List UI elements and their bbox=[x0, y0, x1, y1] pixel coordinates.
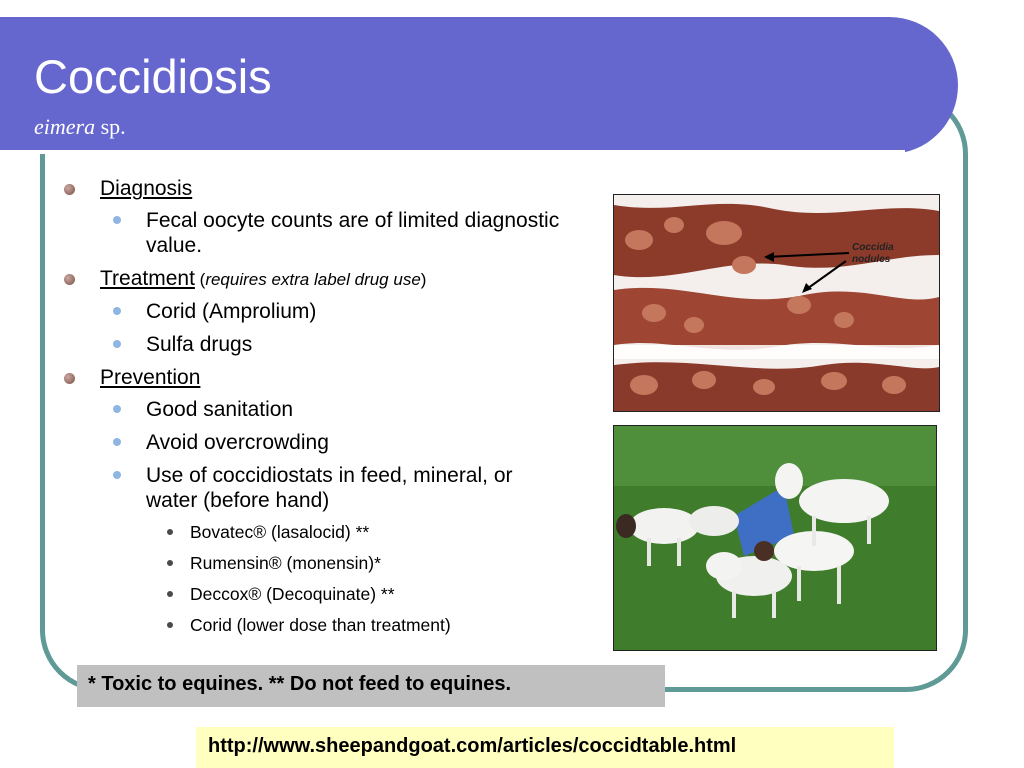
prevention-subitem bbox=[62, 614, 582, 636]
intestine-label-line2: nodules bbox=[852, 254, 891, 265]
bullet-icon bbox=[167, 591, 173, 597]
intestine-label-line1: Coccidia bbox=[852, 242, 894, 253]
treatment-item bbox=[62, 299, 582, 324]
prevention-subitem bbox=[62, 521, 582, 543]
bullet-icon bbox=[64, 373, 75, 384]
prevention-item bbox=[62, 430, 582, 455]
bullet-icon bbox=[113, 307, 121, 315]
bullet-icon bbox=[113, 340, 121, 348]
bullet-icon bbox=[64, 274, 75, 285]
treatment-item-text: Sulfa drugs bbox=[146, 333, 253, 356]
intestine-photo bbox=[613, 194, 940, 412]
bullet-icon bbox=[167, 560, 173, 566]
bullet-icon bbox=[167, 622, 173, 628]
bullet-icon bbox=[113, 216, 121, 224]
prevention-subitem bbox=[62, 583, 582, 605]
prevention-subitem-text: Rumensin® (monensin)* bbox=[190, 553, 381, 573]
diagnosis-heading: Diagnosis bbox=[100, 177, 193, 200]
prevention-item-text: Good sanitation bbox=[146, 398, 294, 421]
bullet-icon bbox=[113, 438, 121, 446]
bullet-diagnosis bbox=[62, 176, 582, 202]
subtitle-species: sp. bbox=[95, 114, 126, 139]
header-divider bbox=[0, 150, 905, 154]
slide-subtitle bbox=[34, 114, 126, 140]
bullet-icon bbox=[113, 471, 121, 479]
prevention-item-text: Avoid overcrowding bbox=[146, 431, 329, 454]
equine-warning-note: * Toxic to equines. ** Do not feed to equines. bbox=[77, 665, 665, 707]
treatment-note-open: ( bbox=[194, 270, 206, 289]
treatment-item bbox=[62, 332, 582, 357]
treatment-item-text: Corid (Amprolium) bbox=[146, 300, 317, 323]
bullet-prevention bbox=[62, 365, 582, 391]
source-url[interactable]: http://www.sheepandgoat.com/articles/coccidtable.html bbox=[196, 727, 894, 768]
bullet-icon bbox=[167, 529, 173, 535]
prevention-item bbox=[62, 463, 582, 513]
slide-title: Coccidiosis bbox=[34, 50, 272, 103]
prevention-subitem-text: Bovatec® (lasalocid) ** bbox=[190, 522, 370, 542]
bullet-icon bbox=[64, 184, 75, 195]
bullet-list bbox=[62, 176, 582, 645]
title-banner bbox=[0, 17, 958, 154]
treatment-note: requires extra label drug use bbox=[205, 270, 421, 289]
prevention-subitem bbox=[62, 552, 582, 574]
prevention-item bbox=[62, 397, 582, 422]
goats-photo bbox=[613, 425, 937, 651]
prevention-item-text: Use of coccidiostats in feed, mineral, or water (before hand) bbox=[146, 464, 513, 512]
treatment-note-close: ) bbox=[420, 270, 427, 289]
intestine-illustration bbox=[614, 195, 939, 411]
subtitle-genus: eimera bbox=[34, 114, 96, 139]
bullet-icon bbox=[113, 405, 121, 413]
prevention-subitem-text: Corid (lower dose than treatment) bbox=[190, 615, 451, 635]
treatment-heading: Treatment bbox=[100, 267, 195, 290]
goats-illustration bbox=[614, 426, 936, 650]
prevention-subitem-text: Deccox® (Decoquinate) ** bbox=[190, 584, 395, 604]
diagnosis-item bbox=[62, 208, 582, 258]
bullet-treatment bbox=[62, 266, 582, 293]
prevention-heading: Prevention bbox=[100, 366, 201, 389]
diagnosis-item-text: Fecal oocyte counts are of limited diagnostic value. bbox=[146, 209, 560, 257]
